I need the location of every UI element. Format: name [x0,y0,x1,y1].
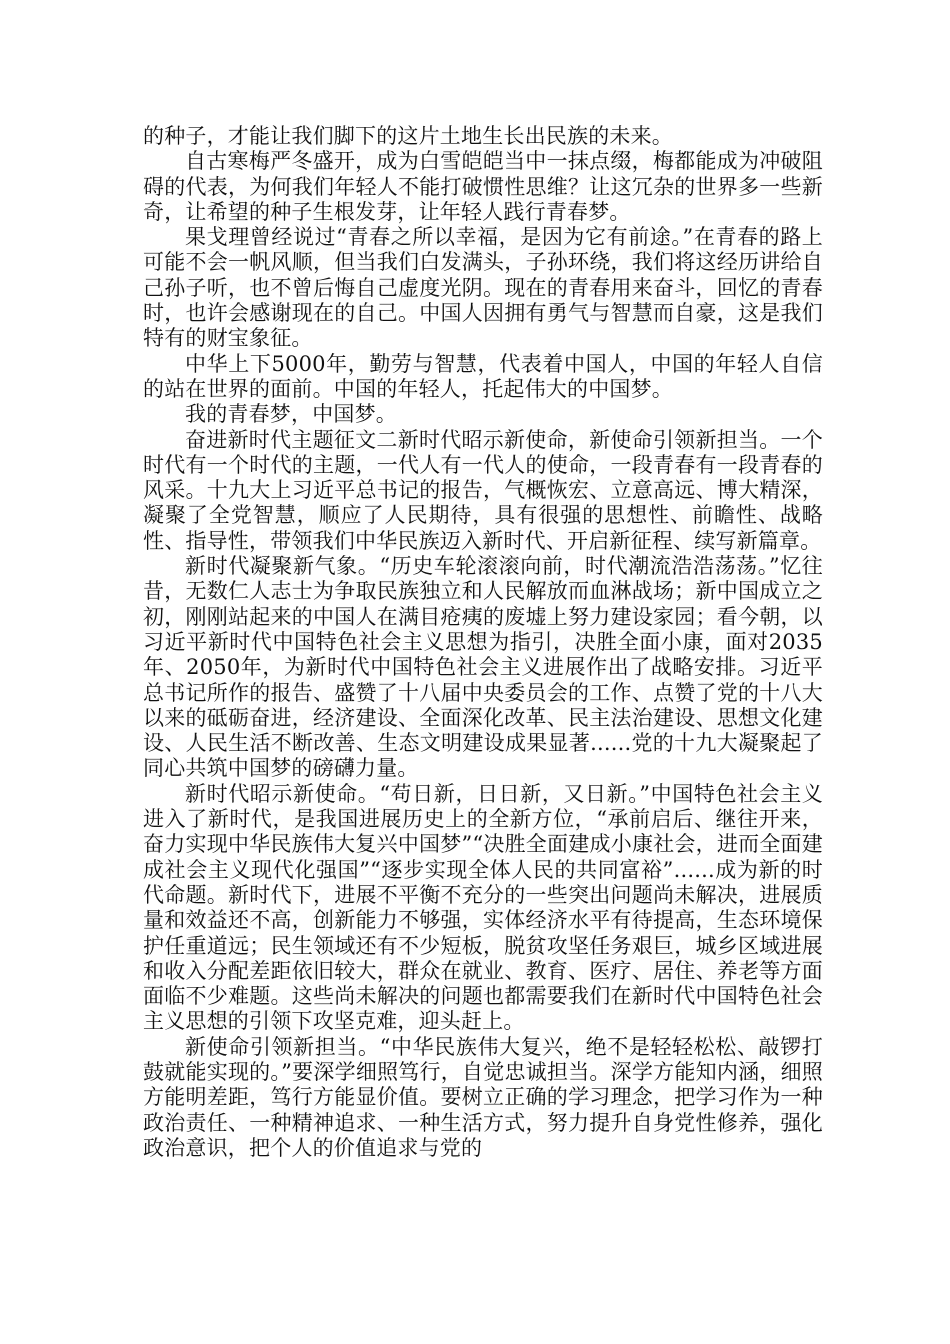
paragraph-plum-blossom: 自古寒梅严冬盛开，成为白雪皑皑当中一抹点缀，梅都能成为冲破阻碍的代表，为何我们年轻人不能打破惯性思维？让这冗杂的世界多一些新奇，让希望的种子生根发芽，让年轻人践行青春梦。 [143,149,823,224]
paragraph-continuation: 的种子，才能让我们脚下的这片土地生长出民族的未来。 [143,124,673,148]
paragraph-new-mission: 新时代昭示新使命。“苟日新，日日新，又日新。”中国特色社会主义进入了新时代，是我国进展历史上的全新方位，“承前启后、继往开来，奋力实现中华民族伟大复兴中国梦”“决胜全面建成小康社会，进而全面建成社会主义现代化强国”“逐步实现全体人民的共同富裕”......成为新的时代命题。新时代下，进展不平衡不充分的一些突出问题尚未解决，进展质量和效益还不高，创新能力不够强，实体经济水平有待提高，生态环境保护任重道远；民生领域还有不少短板，脱贫攻坚任务艰巨，城乡区域进展和收入分配差距依旧较大，群众在就业、教育、医疗、居住、养老等方面面临不少难题。这些尚未解决的问题也都需要我们在新时代中国特色社会主义思想的引领下攻坚克难，迎头赶上。 [143,781,823,1034]
paragraph-gogol-quote: 果戈理曾经说过“青春之所以幸福，是因为它有前途。”在青春的路上可能不会一帆风顺，但当我们白发满头，子孙环绕，我们将这经历讲给自己孙子听，也不曾后悔自己虚度光阴。现在的青春用来奋斗，回忆的青春时，也许会感谢现在的自己。中国人因拥有勇气与智慧而自豪，这是我们特有的财宝象征。 [143,225,823,351]
paragraph-new-atmosphere: 新时代凝聚新气象。“历史车轮滚滚向前，时代潮流浩浩荡荡。”忆往昔，无数仁人志士为争取民族独立和人民解放而血淋战场；新中国成立之初，刚刚站起来的中国人在满目疮痍的废墟上努力建设家园；看今朝，以习近平新时代中国特色社会主义思想为指引，决胜全面小康，面对2035年、2050年，为新时代中国特色社会主义进展作出了战略安排。习近平总书记所作的报告、盛赞了十八届中央委员会的工作、点赞了党的十八大以来的砥砺奋进，经济建设、全面深化改革、民主法治建设、思想文化建设、人民生活不断改善、生态文明建设成果显著......党的十九大凝聚起了同心共筑中国梦的磅礴力量。 [143,554,823,781]
paragraph-5000-years: 中华上下5000年，勤劳与智慧，代表着中国人，中国的年轻人自信的站在世界的面前。中国的年轻人，托起伟大的中国梦。 [143,351,823,401]
paragraph-new-responsibility: 新使命引领新担当。“中华民族伟大复兴，绝不是轻轻松松、敲锣打鼓就能实现的。”要深学细照笃行，自觉忠诚担当。深学方能知内涵，细照方能明差距，笃行方能显价值。要树立正确的学习理念，把学习作为一种政治责任、一种精神追求、一种生活方式，努力提升自身党性修养，强化政治意识，把个人的价值追求与党的 [143,1034,823,1160]
document-body [143,124,823,1161]
paragraph-essay-two-intro: 奋进新时代主题征文二新时代昭示新使命，新使命引领新担当。一个时代有一个时代的主题，一代人有一代人的使命，一段青春有一段青春的风采。十九大上习近平总书记的报告，气概恢宏、立意高远、博大精深，凝聚了全党智慧，顺应了人民期待，具有很强的思想性、前瞻性、战略性、指导性，带领我们中华民族迈入新时代、开启新征程、续写新篇章。 [143,427,823,553]
paragraph-youth-dream: 我的青春梦，中国梦。 [185,402,397,427]
